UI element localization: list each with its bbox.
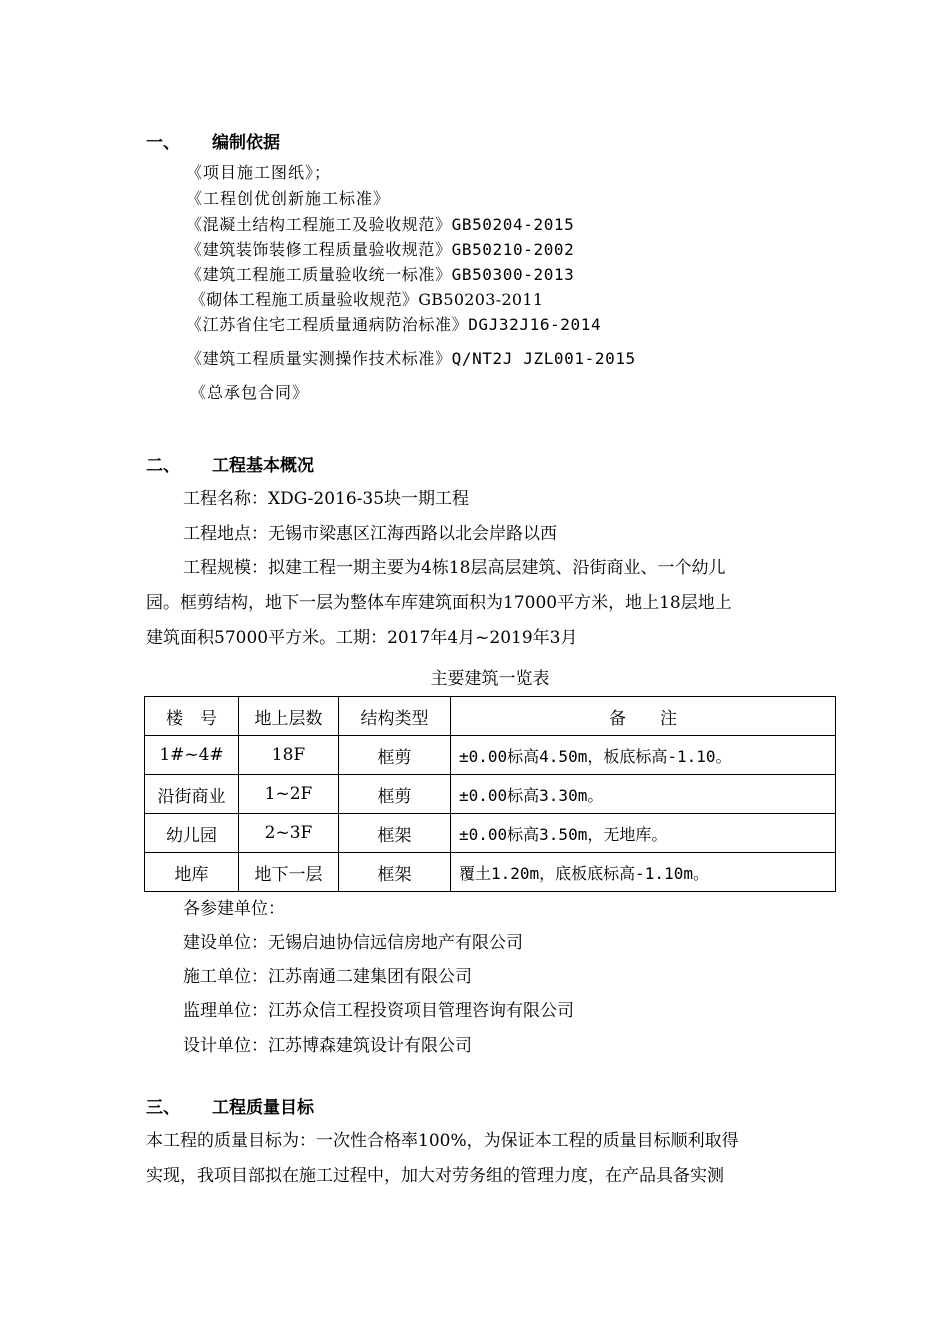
quality-goal-line: 本工程的质量目标为：一次性合格率100%，为保证本工程的质量目标顺利取得 — [146, 1131, 739, 1151]
reference-item: 《建筑装饰装修工程质量验收规范》GB50210-2002 — [186, 240, 575, 259]
party-item: 建设单位：无锡启迪协信远信房地产有限公司 — [183, 933, 523, 953]
parties-label: 各参建单位： — [183, 899, 285, 919]
table-row — [145, 775, 836, 814]
column-header: 备 注 — [451, 697, 836, 736]
project-scale-line: 工程规模：拟建工程一期主要为4栋18层高层建筑、沿街商业、一个幼儿 — [183, 558, 726, 578]
table-cell: 框剪 — [339, 775, 451, 814]
table-cell: 1~2F — [239, 775, 339, 814]
quality-goal-line: 实现，我项目部拟在施工过程中，加大对劳务组的管理力度，在产品具备实测 — [146, 1166, 724, 1186]
buildings-table — [144, 696, 836, 892]
table-cell: 地库 — [145, 853, 239, 892]
table-row — [145, 736, 836, 775]
reference-item: 《项目施工图纸》； — [186, 163, 332, 182]
table-cell: ±0.00标高4.50m，板底标高-1.10。 — [451, 736, 836, 775]
table-cell: 框架 — [339, 853, 451, 892]
table-cell: ±0.00标高3.30m。 — [451, 775, 836, 814]
table-row — [145, 853, 836, 892]
project-scale-line: 园。框剪结构，地下一层为整体车库建筑面积为17000平方米，地上18层地上 — [146, 593, 732, 613]
table-cell: 幼儿园 — [145, 814, 239, 853]
table-cell: 框剪 — [339, 736, 451, 775]
project-scale-line: 建筑面积57000平方米。工期：2017年4月~2019年3月 — [146, 628, 578, 648]
reference-item: 《砌体工程施工质量验收规范》GB50203-2011 — [190, 290, 544, 309]
section1-number: 一、 — [146, 133, 180, 153]
reference-item: 《建筑工程施工质量验收统一标准》GB50300-2013 — [186, 265, 575, 284]
column-header: 楼 号 — [145, 697, 239, 736]
reference-item: 《江苏省住宅工程质量通病防治标准》DGJ32J16-2014 — [186, 315, 602, 334]
table-header-row — [145, 697, 836, 736]
section3-number: 三、 — [146, 1098, 180, 1118]
section3-title: 工程质量目标 — [212, 1098, 314, 1118]
table-row — [145, 814, 836, 853]
column-header: 结构类型 — [339, 697, 451, 736]
reference-item: 《建筑工程质量实测操作技术标准》Q/NT2J JZL001-2015 — [186, 349, 636, 368]
project-name: 工程名称：XDG-2016-35块一期工程 — [183, 489, 470, 509]
table-cell: 框架 — [339, 814, 451, 853]
table-cell: 地下一层 — [239, 853, 339, 892]
party-item: 施工单位：江苏南通二建集团有限公司 — [183, 967, 472, 987]
reference-item: 《总承包合同》 — [190, 383, 310, 402]
section2-title: 工程基本概况 — [212, 456, 314, 476]
table-cell: 18F — [239, 736, 339, 775]
section2-number: 二、 — [146, 456, 180, 476]
table-cell: 覆土1.20m，底板底标高-1.10m。 — [451, 853, 836, 892]
section1-title: 编制依据 — [212, 133, 280, 153]
column-header: 地上层数 — [239, 697, 339, 736]
project-location: 工程地点：无锡市梁惠区江海西路以北会岸路以西 — [183, 524, 557, 544]
table-cell: 1#~4# — [145, 736, 239, 775]
table-cell: ±0.00标高3.50m，无地库。 — [451, 814, 836, 853]
table-cell: 2~3F — [239, 814, 339, 853]
table-cell: 沿街商业 — [145, 775, 239, 814]
reference-item: 《工程创优创新施工标准》 — [186, 189, 391, 208]
party-item: 设计单位：江苏博森建筑设计有限公司 — [183, 1036, 472, 1056]
reference-item: 《混凝土结构工程施工及验收规范》GB50204-2015 — [186, 215, 575, 234]
table-caption: 主要建筑一览表 — [430, 669, 550, 689]
party-item: 监理单位：江苏众信工程投资项目管理咨询有限公司 — [183, 1001, 574, 1021]
